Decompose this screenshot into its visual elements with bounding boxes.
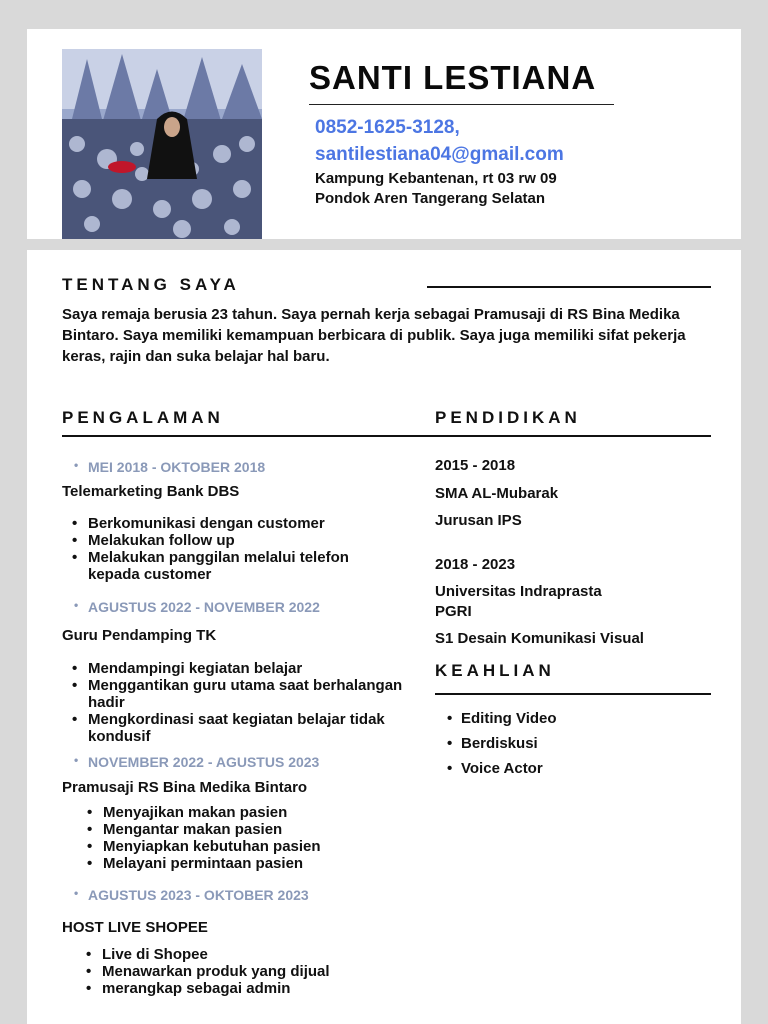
address-line-1: Kampung Kebantenan, rt 03 rw 09 bbox=[315, 170, 557, 187]
full-name: SANTI LESTIANA bbox=[309, 59, 597, 96]
skills-heading: KEAHLIAN bbox=[435, 661, 555, 680]
skill-item: • Voice Actor bbox=[461, 756, 701, 781]
experience-heading: PENGALAMAN bbox=[62, 408, 224, 427]
job-date: • AGUSTUS 2023 - OKTOBER 2023 bbox=[88, 887, 309, 903]
skill-item: • Berdiskusi bbox=[461, 731, 701, 756]
job-date: • NOVEMBER 2022 - AGUSTUS 2023 bbox=[88, 754, 319, 770]
about-text: Saya remaja berusia 23 tahun. Saya pernah kerja sebagai Pramusaji di RS Bina Medika Bintaro. Saya memiliki kemampuan berbicara di publik. Saya juga memiliki sifat pekerja keras, rajin dan suka belajar hal baru. bbox=[62, 306, 686, 365]
job-role: Pramusaji RS Bina Medika Bintaro bbox=[62, 779, 308, 796]
job-role: Telemarketing Bank DBS bbox=[62, 483, 240, 500]
job-task: • Mendampingi kegiatan belajar bbox=[88, 660, 408, 677]
resume-body-card bbox=[27, 250, 741, 1024]
job-task: • merangkap sebagai admin bbox=[102, 980, 402, 997]
education-detail: S1 Desain Komunikasi Visual bbox=[435, 630, 644, 647]
job-task: • Melakukan follow up bbox=[88, 532, 398, 549]
phone-number[interactable]: 0852-1625-3128, bbox=[315, 117, 460, 138]
job-task-list bbox=[103, 804, 403, 872]
job-task: • Berkomunikasi dengan customer bbox=[88, 515, 398, 532]
address-line-2: Pondok Aren Tangerang Selatan bbox=[315, 190, 546, 207]
job-task: • Mengkordinasi saat kegiatan belajar tidak kondusif bbox=[88, 711, 408, 745]
profile-photo-illustration bbox=[62, 49, 262, 239]
section-rule bbox=[62, 435, 711, 437]
education-school: SMA AL-Mubarak bbox=[435, 485, 559, 502]
education-detail: Jurusan IPS bbox=[435, 512, 522, 529]
job-task: • Melakukan panggilan melalui telefon kepada customer bbox=[88, 549, 398, 583]
job-task-list bbox=[102, 946, 402, 997]
about-rule bbox=[427, 286, 711, 288]
job-task: • Mengantar makan pasien bbox=[103, 821, 403, 838]
profile-photo bbox=[62, 49, 262, 239]
name-underline bbox=[309, 104, 614, 105]
job-role: Guru Pendamping TK bbox=[62, 627, 217, 644]
job-task: • Live di Shopee bbox=[102, 946, 402, 963]
education-years: 2015 - 2018 bbox=[435, 457, 516, 474]
education-years: 2018 - 2023 bbox=[435, 556, 516, 573]
job-date: • AGUSTUS 2022 - NOVEMBER 2022 bbox=[88, 599, 320, 615]
skills-list bbox=[461, 706, 701, 781]
job-date: • MEI 2018 - OKTOBER 2018 bbox=[88, 459, 265, 475]
job-task-list bbox=[88, 660, 408, 745]
job-task: • Melayani permintaan pasien bbox=[103, 855, 403, 872]
education-school: Universitas Indraprasta PGRI bbox=[435, 583, 602, 620]
job-task: • Menggantikan guru utama saat berhalangan hadir bbox=[88, 677, 408, 711]
job-task: • Menyiapkan kebutuhan pasien bbox=[103, 838, 403, 855]
job-role: HOST LIVE SHOPEE bbox=[62, 919, 208, 936]
skills-rule bbox=[435, 693, 711, 695]
job-task-list bbox=[88, 515, 398, 583]
job-task: • Menawarkan produk yang dijual bbox=[102, 963, 402, 980]
skill-item: • Editing Video bbox=[461, 706, 701, 731]
email-address[interactable]: santilestiana04@gmail.com bbox=[315, 144, 564, 165]
education-heading: PENDIDIKAN bbox=[435, 408, 581, 427]
about-heading: TENTANG SAYA bbox=[62, 275, 240, 294]
job-task: • Menyajikan makan pasien bbox=[103, 804, 403, 821]
header-card bbox=[27, 29, 741, 239]
